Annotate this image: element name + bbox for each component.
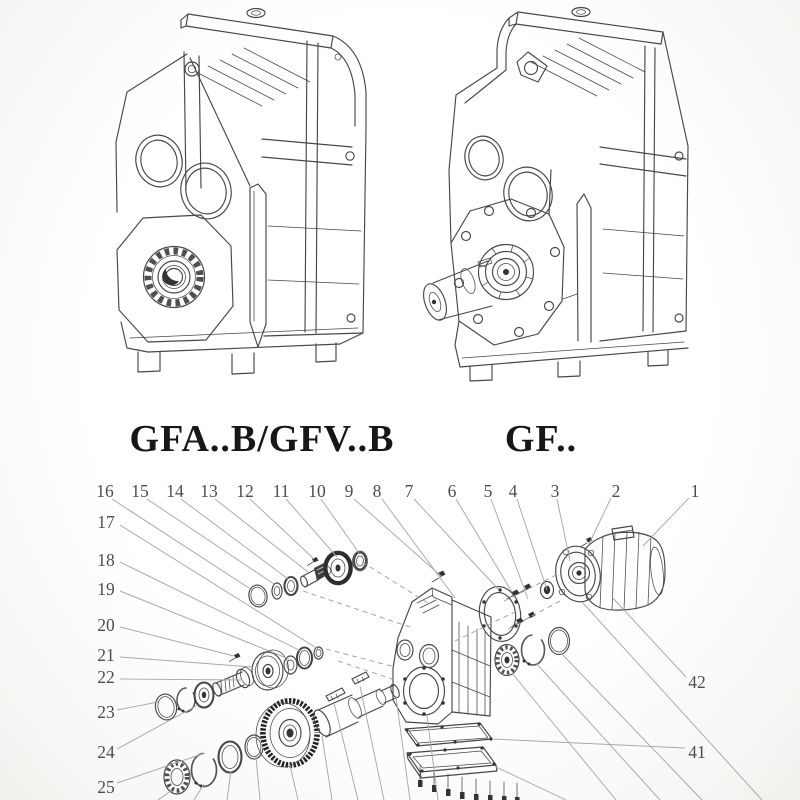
gearbox-drawing-gf bbox=[419, 8, 688, 382]
callout-number-12: 12 bbox=[236, 481, 254, 501]
leader-line-16 bbox=[112, 499, 252, 590]
gasket-part bbox=[405, 722, 493, 746]
leader-line-offpage-6 bbox=[334, 703, 358, 800]
leader-line-8 bbox=[382, 499, 455, 598]
leader-line-offpage-12 bbox=[561, 653, 702, 800]
leader-line-offpage-11 bbox=[536, 663, 660, 800]
leader-line-4 bbox=[517, 499, 547, 590]
alignment-dashed-line-2 bbox=[326, 649, 395, 667]
leader-line-offpage-5 bbox=[322, 736, 332, 800]
leader-line-15 bbox=[147, 499, 274, 584]
callout-number-7: 7 bbox=[404, 481, 414, 501]
leader-line-12 bbox=[250, 499, 314, 559]
leader-line-offpage-4 bbox=[290, 765, 298, 800]
callout-number-5: 5 bbox=[483, 481, 493, 501]
alignment-dashed-line-1 bbox=[362, 562, 428, 603]
leader-line-11 bbox=[286, 499, 337, 557]
callout-number-15: 15 bbox=[131, 481, 149, 501]
leader-line-offpage-0 bbox=[158, 790, 172, 800]
leader-line-14 bbox=[181, 499, 288, 579]
callout-number-14: 14 bbox=[166, 481, 184, 501]
callout-number-8: 8 bbox=[372, 481, 382, 501]
leader-line-42 bbox=[612, 597, 686, 677]
output-gear-part bbox=[256, 699, 320, 768]
leader-line-21 bbox=[120, 657, 252, 667]
callout-number-1: 1 bbox=[690, 481, 700, 501]
callout-number-25: 25 bbox=[97, 777, 115, 797]
callout-number-4: 4 bbox=[508, 481, 518, 501]
leader-line-5 bbox=[491, 499, 528, 599]
callout-number-41: 41 bbox=[688, 742, 706, 762]
callout-number-22: 22 bbox=[97, 667, 115, 687]
leader-line-24 bbox=[117, 705, 198, 749]
callout-number-9: 9 bbox=[344, 481, 354, 501]
leader-line-1 bbox=[643, 498, 689, 546]
offpage-leader-lines bbox=[158, 603, 762, 800]
alignment-dashed-line-0 bbox=[303, 591, 413, 628]
leader-line-20 bbox=[120, 627, 234, 656]
leader-line-offpage-13 bbox=[583, 603, 762, 800]
figure-label-gfab-gfvb: GFA..B/GFV..B bbox=[129, 418, 395, 460]
leader-line-offpage-8 bbox=[396, 697, 410, 800]
callout-number-6: 6 bbox=[447, 481, 457, 501]
callout-number-42: 42 bbox=[688, 672, 706, 692]
callout-number-13: 13 bbox=[200, 481, 218, 501]
callout-number-17: 17 bbox=[97, 512, 115, 532]
leader-line-23 bbox=[117, 702, 158, 710]
leader-line-offpage-1 bbox=[194, 784, 204, 800]
callout-number-10: 10 bbox=[308, 481, 326, 501]
callout-number-23: 23 bbox=[97, 702, 115, 722]
seal-ring-set bbox=[153, 683, 213, 722]
callout-number-2: 2 bbox=[611, 481, 621, 501]
callout-number-18: 18 bbox=[97, 550, 115, 570]
leader-line-41 bbox=[492, 739, 685, 748]
leader-line-7 bbox=[414, 499, 499, 590]
bottom-cover-part bbox=[407, 746, 497, 778]
leader-line-offpage-2 bbox=[227, 771, 231, 800]
leader-line-18 bbox=[120, 562, 303, 652]
callout-number-21: 21 bbox=[97, 645, 115, 665]
leader-line-22 bbox=[120, 679, 241, 680]
gearbox-drawing-gfab-gfvb bbox=[116, 9, 366, 375]
gearbox-housing-part bbox=[393, 571, 491, 725]
leader-line-6 bbox=[456, 499, 512, 592]
figure-label-gf: GF.. bbox=[504, 418, 578, 460]
callout-number-16: 16 bbox=[96, 481, 114, 501]
leader-line-offpage-14 bbox=[496, 767, 566, 800]
motor-part bbox=[551, 526, 666, 610]
callout-number-20: 20 bbox=[97, 615, 115, 635]
callout-number-11: 11 bbox=[272, 481, 290, 501]
callout-number-3: 3 bbox=[550, 481, 560, 501]
leader-line-offpage-3 bbox=[256, 757, 260, 800]
output-bearing-set bbox=[164, 735, 263, 794]
callout-number-24: 24 bbox=[97, 742, 115, 762]
callout-number-19: 19 bbox=[97, 579, 115, 599]
input-shaft-assembly bbox=[247, 551, 368, 609]
output-shaft-part bbox=[310, 672, 401, 738]
leader-line-offpage-10 bbox=[512, 673, 616, 800]
exploded-view bbox=[96, 481, 762, 800]
